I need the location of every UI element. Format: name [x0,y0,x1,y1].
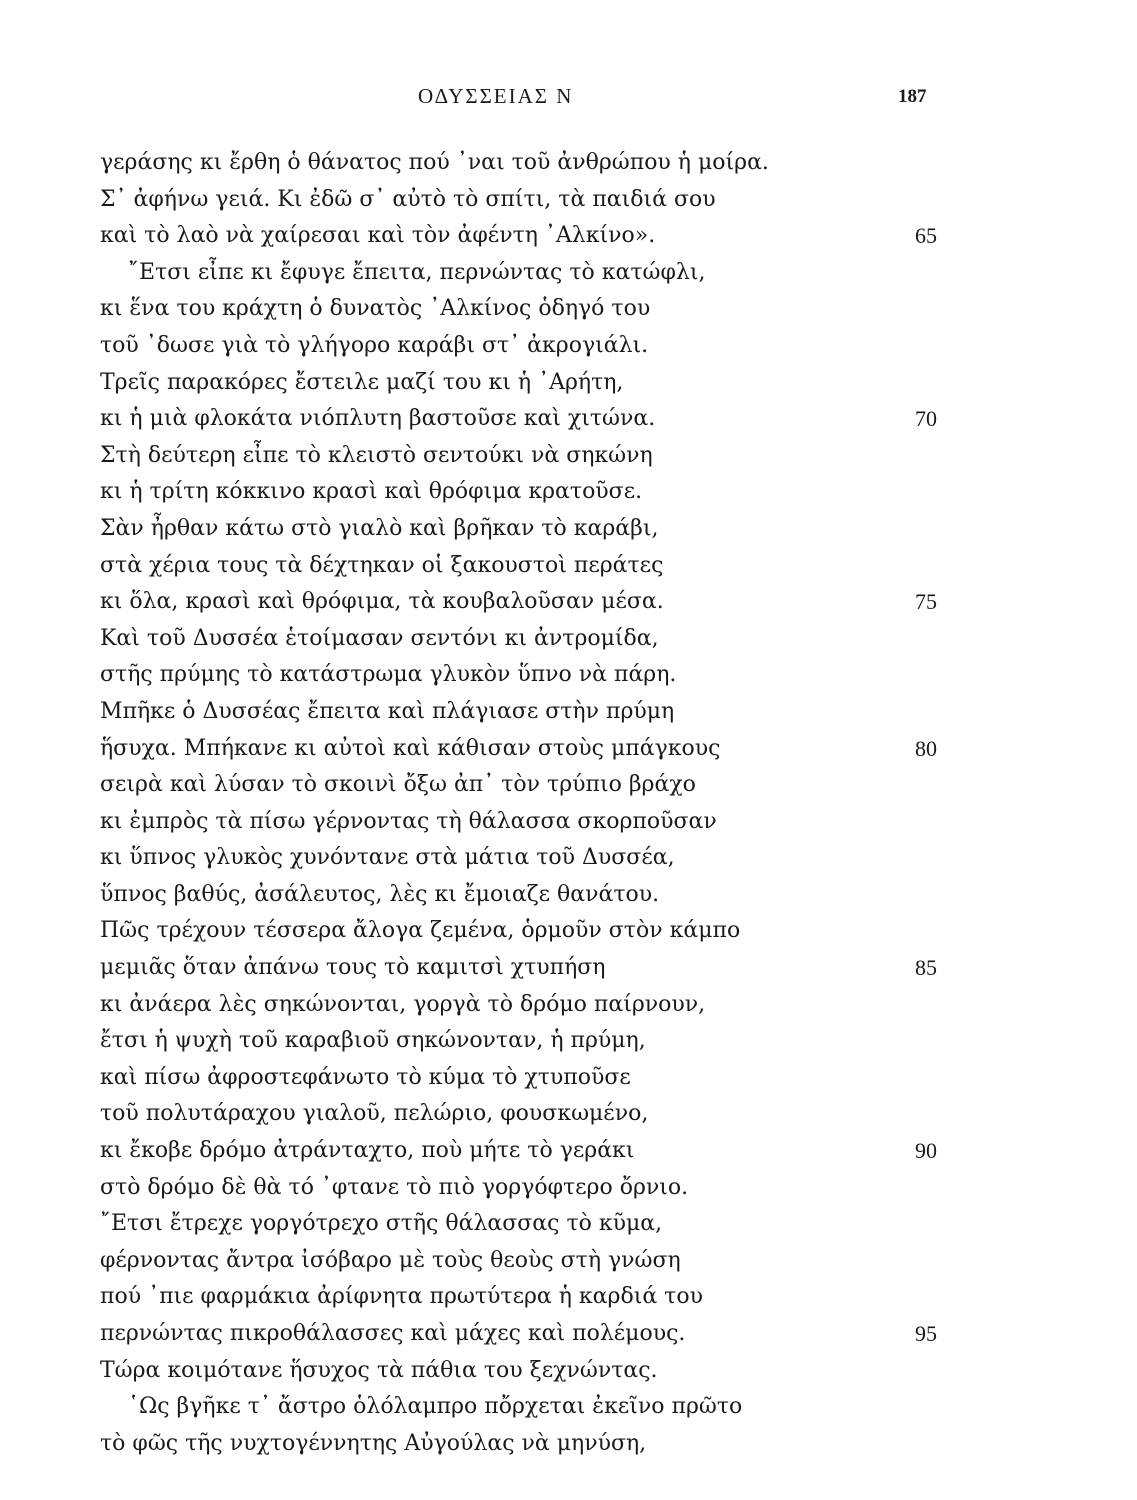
verse-text: ὕπνος βαθύς, ἀσάλευτος, λὲς κι ἔμοιαζε θανάτου. [100,881,660,907]
line-number: 65 [915,223,937,249]
verse-text: ἥσυχα. Μπήκανε κι αὐτοὶ καὶ κάθισαν στοὺς μπάγκους [100,735,721,761]
running-title: ΟΔΥΣΣΕΙΑΣ Ν [418,84,574,108]
verse-text: ῎Ετσι ἔτρεχε γοργότρεχο στῆς θάλασσας τὸ κῦμα, [100,1211,663,1237]
verse-text: φέρνοντας ἄντρα ἰσόβαρο μὲ τοὺς θεοὺς στὴ γνώση [100,1247,681,1273]
verse-line [0,587,1137,624]
line-number: 85 [915,955,937,981]
verse-text: κι ἡ μιὰ φλοκάτα νιόπλυτη βαστοῦσε καὶ χιτώνα. [100,406,656,432]
verse-text: καὶ πίσω ἀφροστεφάνωτο τὸ κύμα τὸ χτυποῦσε [100,1064,631,1090]
verse-text: τοῦ ᾿δωσε γιὰ τὸ γλήγορο καράβι στ᾿ ἀκρογιάλι. [100,332,649,358]
line-number: 95 [915,1321,937,1346]
verse-text: στῆς πρύμης τὸ κατάστρωμα γλυκὸν ὕπνο νὰ πάρη. [100,662,677,688]
verse-text: Μπῆκε ὁ Δυσσέας ἔπειτα καὶ πλάγιασε στὴν πρύμη [100,698,675,724]
verse-line [0,477,1137,514]
verse-line [0,734,1137,771]
verse-line [0,990,1137,1027]
verse-text: Σὰν ἦρθαν κάτω στὸ γιαλὸ καὶ βρῆκαν τὸ καράβι, [100,515,659,541]
verse-line [0,258,1137,295]
verse-text: μεμιᾶς ὅταν ἀπάνω τους τὸ καμιτσὶ χτυπήση [100,955,606,981]
verse-text: κι ὅλα, κρασὶ καὶ θρόφιμα, τὰ κουβαλοῦσαν μέσα. [100,589,664,615]
verse-text: σειρὰ καὶ λύσαν τὸ σκοινὶ ὄξω ἀπ᾿ τὸν τρύπιο βράχο [100,772,696,798]
verse-text: κι ἔκοβε δρόμο ἀτράνταχτο, ποὺ μήτε τὸ γεράκι [100,1138,635,1164]
verse-line [0,1026,1137,1063]
verse-text: πού ᾿πιε φαρμάκια ἀρίφνητα πρωτύτερα ἡ καρδιά του [100,1284,703,1310]
verse-line [0,953,1137,990]
verse-line [0,1173,1137,1210]
verse-text: Στὴ δεύτερη εἶπε τὸ κλειστὸ σεντούκι νὰ σηκώνη [100,442,653,468]
verse-text: καὶ τὸ λαὸ νὰ χαίρεσαι καὶ τὸν ἀφέντη ᾿Αλκίνο». [100,223,656,249]
verse-text: Πῶς τρέχουν τέσσερα ἄλογα ζεμένα, ὁρμοῦν στὸν κάμπο [100,918,741,944]
verse-line [0,331,1137,368]
verse-text: Σ᾿ ἀφήνω γειά. Κι ἐδῶ σ᾿ αὐτὸ τὸ σπίτι, τὰ παιδιά σου [100,186,716,212]
verse-text: κι ἀνάερα λὲς σηκώνονται, γοργὰ τὸ δρόμο παίρνουν, [100,991,706,1017]
verse-line [0,916,1137,953]
poem-text [0,148,1137,1465]
line-number: 90 [915,1138,937,1164]
verse-line [0,1392,1137,1429]
line-number: 70 [915,406,937,432]
verse-line [0,1209,1137,1246]
verse-text: ἔτσι ἡ ψυχὴ τοῦ καραβιοῦ σηκώνονταν, ἡ πρύμη, [100,1028,646,1054]
verse-line [0,368,1137,405]
line-number: 80 [915,735,937,761]
verse-line [0,294,1137,331]
verse-text: στὰ χέρια τους τὰ δέχτηκαν οἱ ξακουστοὶ περάτες [100,552,664,578]
verse-line [0,1099,1137,1136]
verse-text: Καὶ τοῦ Δυσσέα ἑτοίμασαν σεντόνι κι ἀντρομίδα, [100,625,659,651]
verse-text: κι ἐμπρὸς τὰ πίσω γέρνοντας τὴ θάλασσα σκορποῦσαν [100,808,717,834]
verse-text: τὸ φῶς τῆς νυχτογέννητης Αὐγούλας νὰ μηνύση, [100,1430,647,1456]
verse-text: Τώρα κοιμότανε ἥσυχος τὰ πάθια του ξεχνώντας. [100,1357,658,1383]
verse-line [0,1429,1137,1466]
verse-line [0,1063,1137,1100]
verse-line [0,660,1137,697]
verse-line [0,807,1137,844]
running-head [0,84,1137,114]
verse-text: κι ἡ τρίτη κόκκινο κρασὶ καὶ θρόφιμα κρατοῦσε. [100,479,643,505]
verse-text: γεράσης κι ἔρθη ὁ θάνατος πού ᾿ναι τοῦ ἀνθρώπου ἡ μοίρα. [100,150,769,175]
verse-line [0,697,1137,734]
verse-line [0,624,1137,661]
verse-text: ῾Ως βγῆκε τ᾿ ἄστρο ὁλόλαμπρο πὄρχεται ἐκεῖνο πρῶτο [128,1394,743,1420]
verse-text: Τρεῖς παρακόρες ἔστειλε μαζί του κι ἡ ᾿Αρήτη, [100,369,624,395]
verse-text: κι ὕπνος γλυκὸς χυνόντανε στὰ μάτια τοῦ Δυσσέα, [100,845,675,871]
verse-line [0,148,1137,185]
verse-text: περνώντας πικροθάλασσες καὶ μάχες καὶ πολέμους. [100,1321,686,1346]
verse-line [0,1246,1137,1283]
verse-line [0,1136,1137,1173]
verse-text: κι ἕνα του κράχτη ὁ δυνατὸς ᾿Αλκίνος ὁδηγό του [100,296,651,322]
verse-line [0,185,1137,222]
verse-line [0,880,1137,917]
verse-line [0,843,1137,880]
verse-line [0,1282,1137,1319]
verse-line [0,404,1137,441]
page-number: 187 [898,86,927,107]
verse-line [0,221,1137,258]
verse-line [0,551,1137,588]
verse-text: ῎Ετσι εἶπε κι ἔφυγε ἔπειτα, περνώντας τὸ κατώφλι, [128,259,706,285]
verse-line [0,514,1137,551]
verse-line [0,441,1137,478]
verse-text: στὸ δρόμο δὲ θὰ τό ᾿φτανε τὸ πιὸ γοργόφτερο ὄρνιο. [100,1174,689,1200]
line-number: 75 [915,589,937,615]
verse-line [0,1356,1137,1393]
verse-text: τοῦ πολυτάραχου γιαλοῦ, πελώριο, φουσκωμένο, [100,1101,649,1127]
verse-line [0,770,1137,807]
verse-line [0,1319,1137,1356]
